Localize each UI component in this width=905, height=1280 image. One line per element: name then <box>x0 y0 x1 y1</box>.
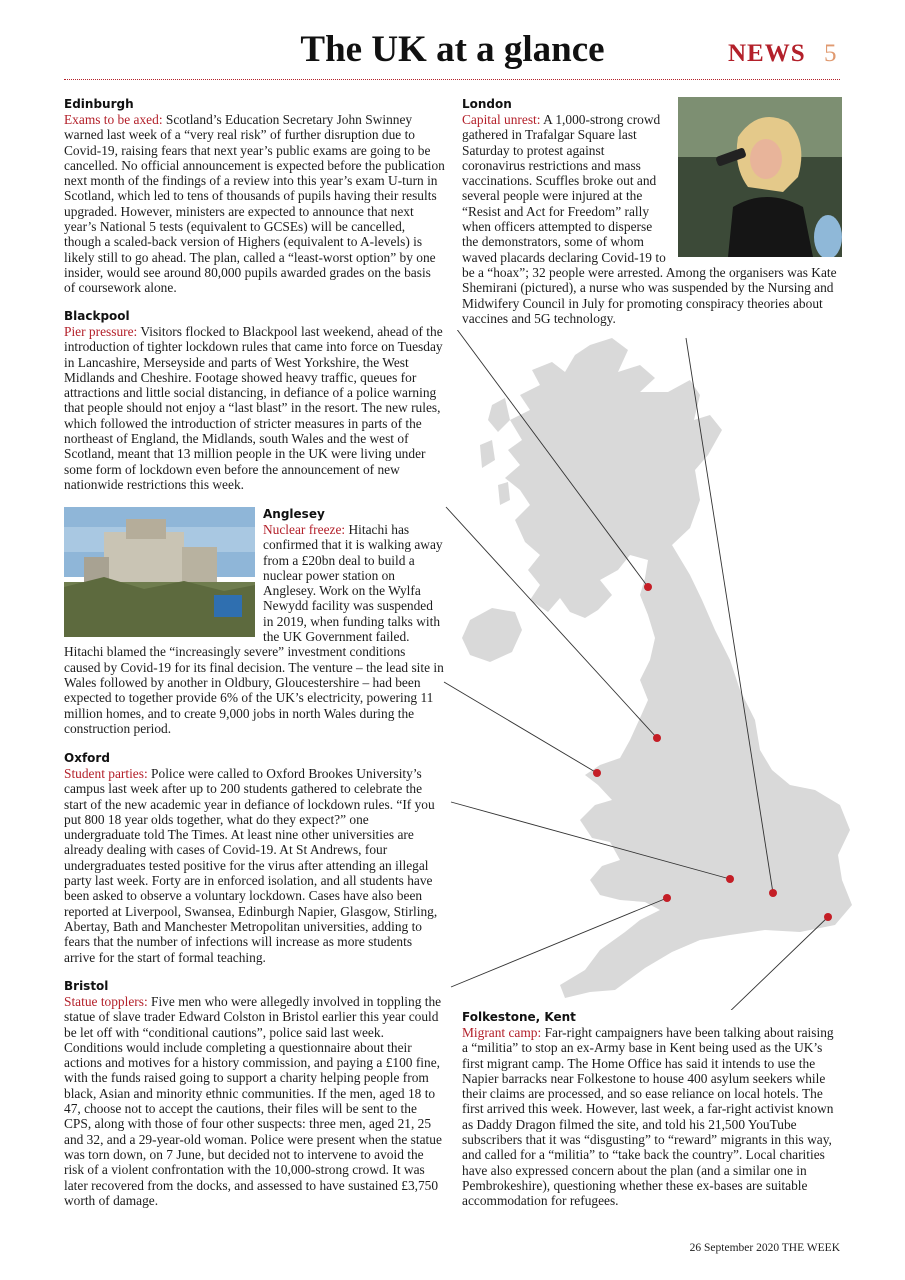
story-heading: Oxford <box>64 751 110 765</box>
story-body: Five men who were allegedly involved in toppling the statue of slave trader Edward Colston in Bristol earlier this year could be let off with “conditional cautions”, police said last week. Conditions would include completing a questionnaire about their actions and motives for a history commission, and paying a £100 fine, with the funds raised going to support a charity helping people from black, Asian and minority ethnic communities. If the men, aged 18 to 47, choose not to accept the cautions, their files will be sent to the CPS, along with those of four other suspects: three men, aged 21, 25 and 32, and a 29-year-old woman. Police were present when the statue was torn down, on 7 June, but decided not to intervene to avoid the risk of a violent confrontation with the 10,000-strong crowd. It was later recovered from the docks, and assessed to have sustained £3,750 worth of damage. <box>64 994 442 1208</box>
pin-bristol <box>663 894 671 902</box>
story-kicker: Migrant camp: <box>462 1025 542 1040</box>
story-body: Hitachi has confirmed that it is walking away from a £20bn deal to build a nuclear power station on Anglesey. Work on the Wylfa Newydd facility was suspended in 2019, when funding talks with the UK Government failed. Hitachi blamed the “increasingly severe” investment conditions caused by Covid-19 for its final decision. The venture – the lead site in Wales followed by another in Oldbury, Gloucestershire – had been expected to together provide 6% of the UK’s electricity, powering 11 million homes, and to create 9,000 jobs in north Wales during the construction period. <box>64 522 444 736</box>
story-text <box>64 994 445 1208</box>
pin-blackpool <box>653 734 661 742</box>
section-label: NEWS <box>728 40 806 67</box>
footer-publication: THE WEEK <box>781 1242 840 1254</box>
story-kicker: Pier pressure: <box>64 324 138 339</box>
story-anglesey <box>64 507 445 736</box>
story-heading: Edinburgh <box>64 97 134 111</box>
story-kicker: Exams to be axed: <box>64 112 163 127</box>
story-text <box>64 324 445 492</box>
footer-date: 26 September 2020 <box>689 1242 780 1254</box>
pin-london <box>769 889 777 897</box>
header-rule <box>64 79 840 80</box>
pin-oxford <box>726 875 734 883</box>
story-oxford <box>64 751 445 965</box>
story-text <box>462 1025 842 1209</box>
uk-map <box>440 330 860 1010</box>
leader-line-anglesey <box>444 682 597 773</box>
story-kicker: Nuclear freeze: <box>263 522 346 537</box>
story-body: Visitors flocked to Blackpool last weekend, ahead of the introduction of tighter lockdown rules that came into force on Tuesday in Lancashire, Merseyside and parts of West Yorkshire, the West Midlands and Cheshire. Footage showed heavy traffic, queues for attractions and little social distancing, in defiance of a police warning that people should not enjoy a “last blast” in the resort. The new rules, which followed the introduction of stricter measures in parts of the northeast of England, the Midlands, south Wales and the west of Scotland, meant that 13 million people in the UK were living under some form of lockdown even before the announcement of new nationwide restrictions this week. <box>64 324 443 492</box>
story-heading: London <box>462 97 512 111</box>
photo-wylfa-power-station <box>64 507 255 637</box>
story-heading: Bristol <box>64 979 109 993</box>
pin-edinburgh <box>644 583 652 591</box>
pin-folkestone <box>824 913 832 921</box>
story-body: Police were called to Oxford Brookes University’s campus last week after up to 200 students gathered to celebrate the start of the new academic year in defiance of lockdown rules. “If you put 800 18 year olds together, what do they expect?” one undergraduate told The Times. At least nine other universities are already dealing with cases of Covid-19. At St Andrews, four undergraduates tested positive for the virus after attending an illegal party last week. Forty are in enforced isolation, and all students have been asked to observe a voluntary lockdown. Cases have also been reported at Liverpool, Swansea, Edinburgh Napier, Glasgow, Stirling, Abertay, Bath and Manchester Metropolitan universities, adding to fears that the number of infections will increase as more students arrive for the start of formal teaching. <box>64 766 438 965</box>
story-body: Scotland’s Education Secretary John Swinney warned last week of a “very real risk” of further disruption due to Covid-19, raising fears that next year’s public exams are going to be cancelled. No official announcement is expected before the publication next month of the findings of a review into this year’s exam U-turn in Scotland, which led to tens of thousands of pupils having their results upgraded. However, ministers are expected to announce that next year’s National 5 tests (equivalent to GCSEs) will be cancelled, though a scaled-back version of Highers (equivalent to A-levels) is likely still to go ahead. The plan, called a “least-worst option” by one insider, would see around 80,000 pupils awarded grades on the basis of coursework alone. <box>64 112 445 296</box>
map-england-wales <box>560 545 852 998</box>
story-blackpool <box>64 309 445 492</box>
story-bristol <box>64 979 445 1208</box>
story-text <box>64 112 445 296</box>
story-text <box>64 766 445 965</box>
page-number: 5 <box>824 40 837 67</box>
story-edinburgh <box>64 97 445 296</box>
map-northern-ireland <box>462 608 522 662</box>
map-islands <box>480 398 510 505</box>
story-body: Far-right campaigners have been talking about raising a “militia” to stop an ex-Army base in Kent being used as the UK’s first migrant camp. The Home Office has said it intends to use the Napier barracks near Folkestone to house 400 asylum seekers while their claims are processed, and so ease reliance on local hotels. The first arrived this week. However, last week, a far-right activist known as Daddy Dragon filmed the site, and told his 21,500 YouTube subscribers that it was “disgusting” to “reward” migrants in this way, and called for a “militia” to “take back the country”. Local charities have also expressed concern about the plan (and a similar one in Pembrokeshire), questioning whether these ex-bases are suitable accommodation for refugees. <box>462 1025 834 1209</box>
page-footer <box>660 1242 840 1254</box>
story-folkestone <box>462 1010 842 1209</box>
story-heading: Anglesey <box>263 507 325 521</box>
pin-anglesey <box>593 769 601 777</box>
page-title: The UK at a glance <box>300 29 605 70</box>
story-kicker: Student parties: <box>64 766 148 781</box>
story-body: A 1,000-strong crowd gathered in Trafalgar Square last Saturday to protest against coronavirus restrictions and mass vaccinations. Scuffles broke out and several people were injured at the “Resist and Act for Freedom” rally when officers attempted to disperse the demonstrators, some of whom waved placards declaring Covid-19 to be a “hoax”; 32 people were arrested. Among the organisers was Kate Shemirani (pictured), a nurse who was suspended by the Nursing and Midwifery Council in July for promoting conspiracy theories about vaccines and 5G technology. <box>462 112 837 326</box>
story-heading: Blackpool <box>64 309 130 323</box>
photo-kate-shemirani <box>678 97 842 257</box>
story-kicker: Capital unrest: <box>462 112 541 127</box>
story-kicker: Statue topplers: <box>64 994 148 1009</box>
story-heading: Folkestone, Kent <box>462 1010 576 1024</box>
story-london <box>462 97 842 326</box>
